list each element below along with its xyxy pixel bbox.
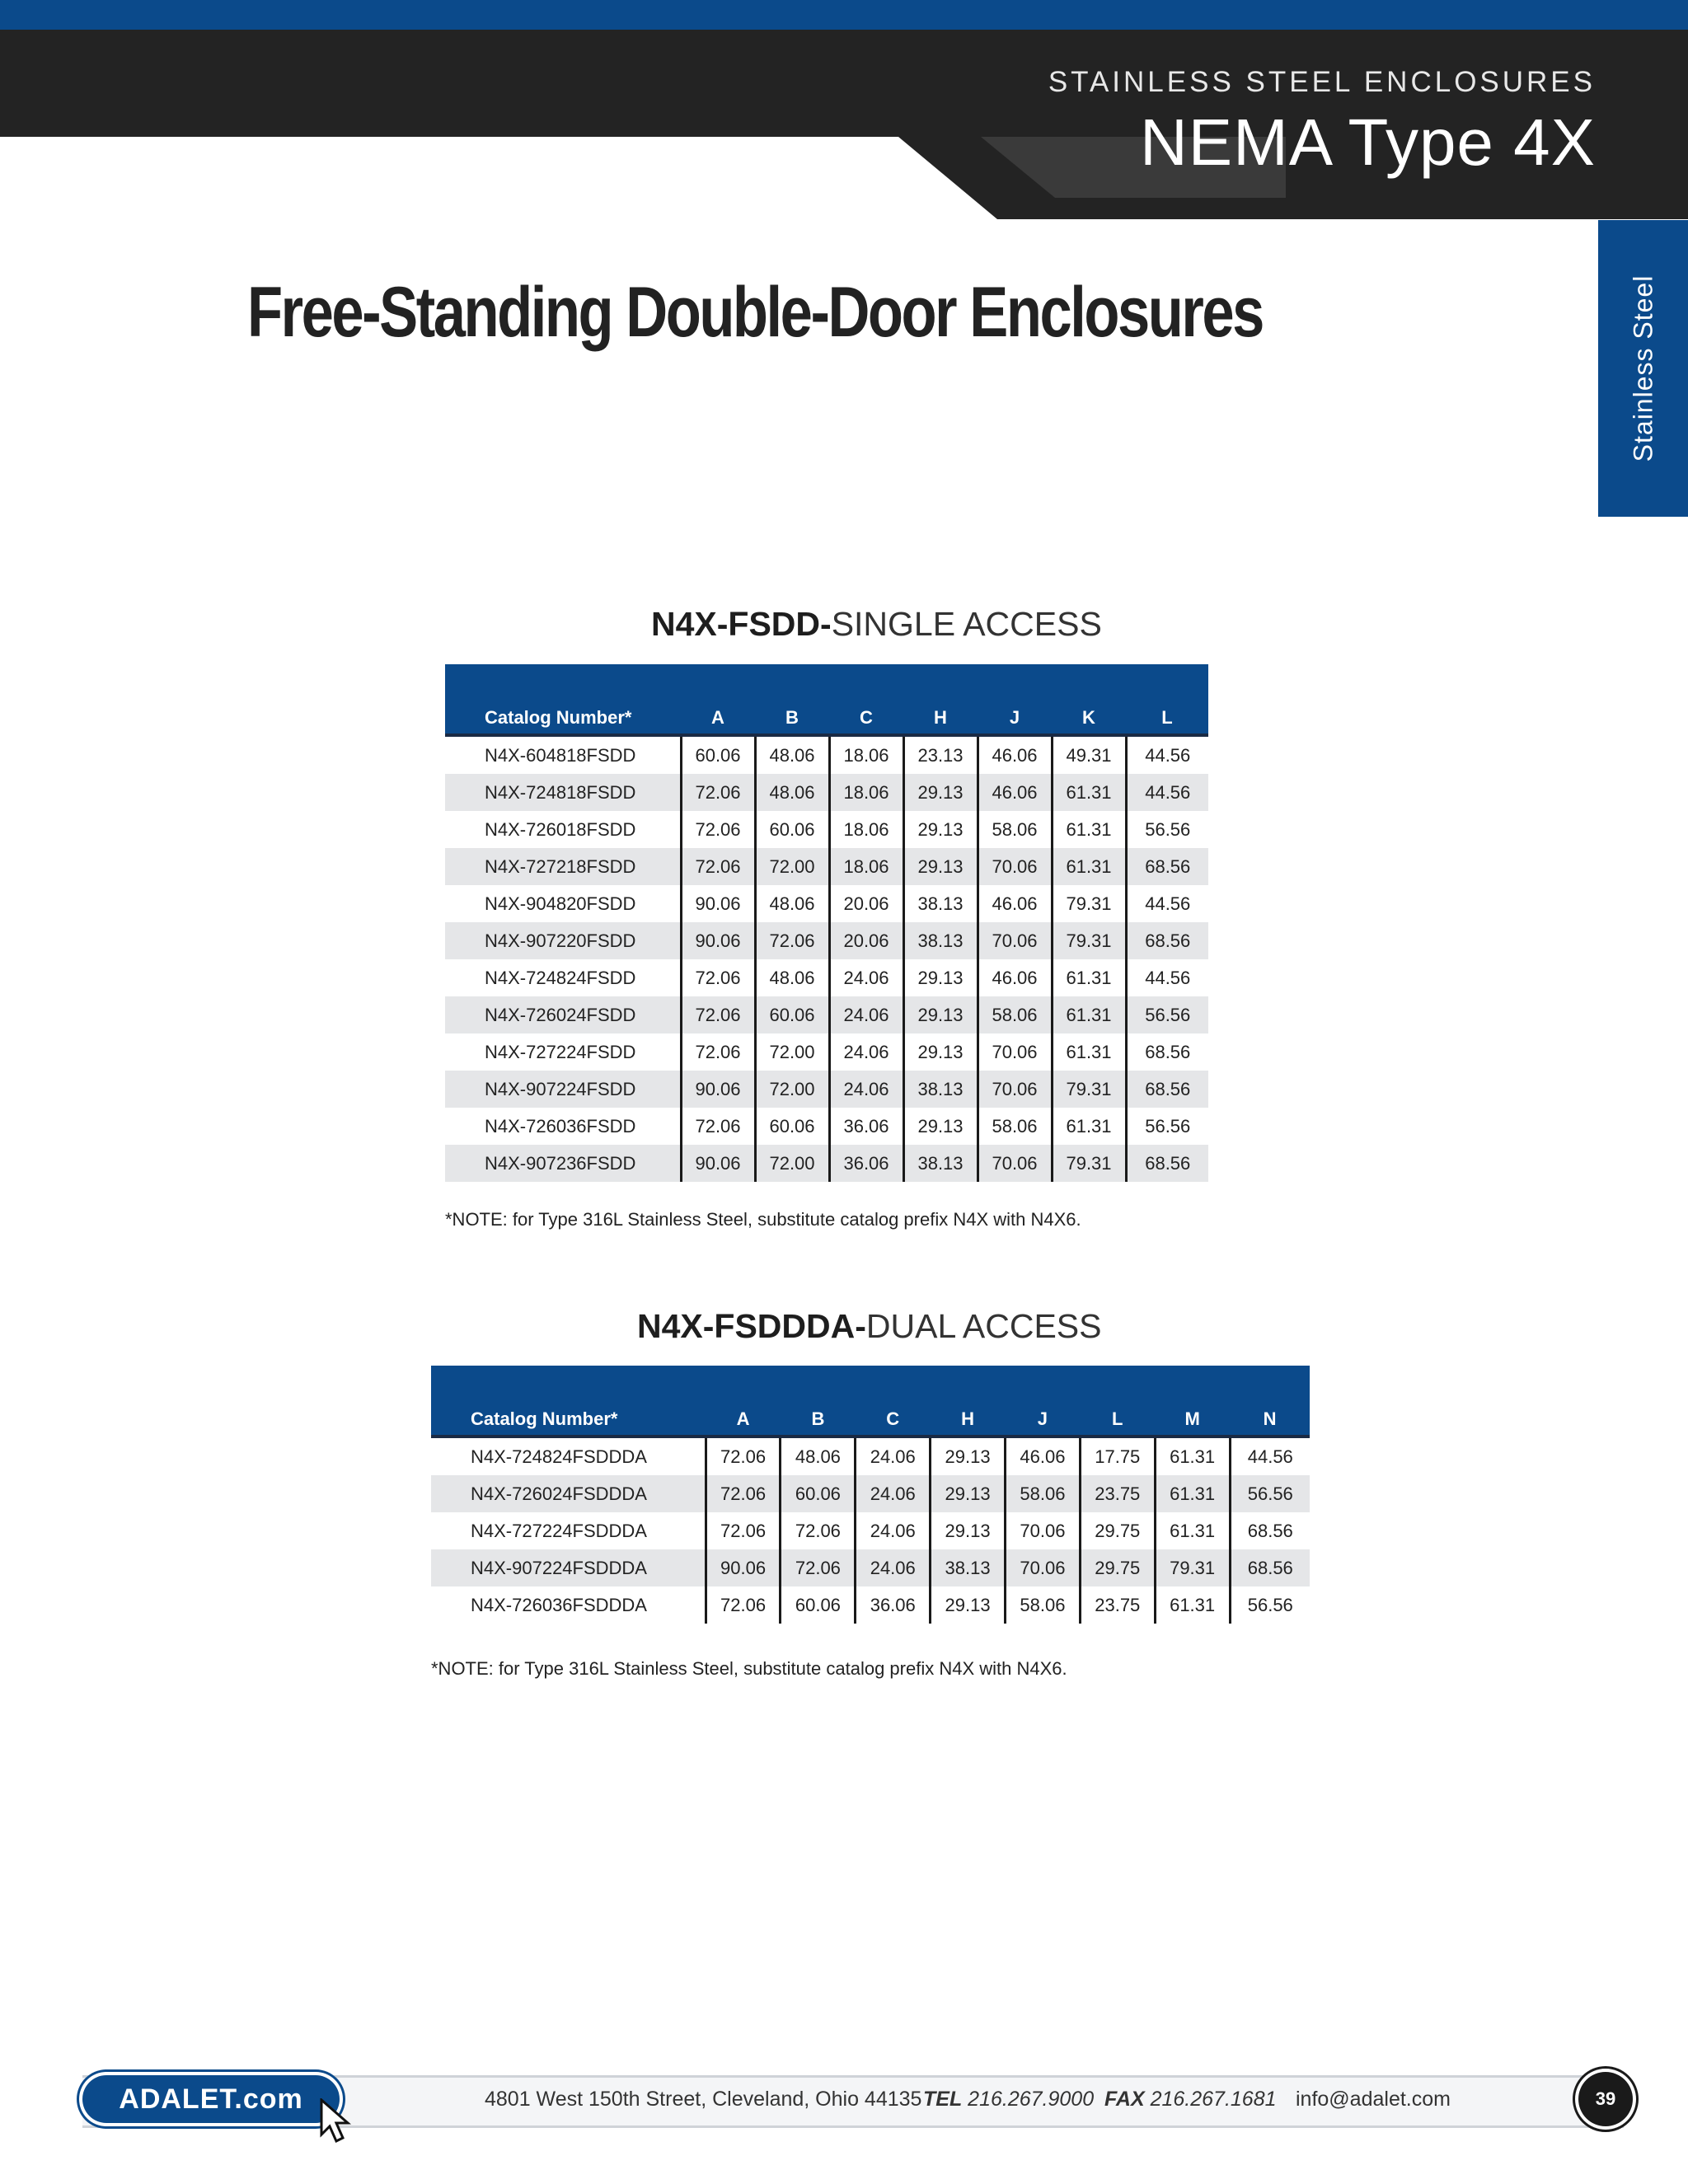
dimension-cell: 48.06 (755, 735, 829, 774)
catalog-number-cell: N4X-724824FSDDDA (471, 1446, 647, 1467)
dimension-cell: 29.13 (931, 1475, 1006, 1512)
dimension-cell: 24.06 (829, 959, 903, 996)
table-row (445, 1071, 1208, 1108)
footer-phone (923, 2088, 1094, 2111)
dimension-cell: 17.75 (1080, 1436, 1155, 1475)
dimension-cell: 72.06 (781, 1549, 856, 1586)
single-access-table (445, 664, 1208, 1182)
dimension-cell: 23.13 (903, 735, 978, 774)
dimension-cell: 24.06 (829, 1071, 903, 1108)
dimension-cell: 72.06 (681, 811, 755, 848)
catalog-number-cell: N4X-726018FSDD (485, 818, 636, 840)
table1-heading-code: N4X-FSDD- (651, 605, 832, 643)
table2-heading-type: DUAL ACCESS (865, 1307, 1102, 1345)
column-header-h: H (903, 664, 978, 735)
dimension-cell: 46.06 (1006, 1436, 1081, 1475)
table-row (445, 1033, 1208, 1071)
column-header-l: L (1126, 664, 1208, 735)
dimension-cell: 38.13 (903, 922, 978, 959)
dimension-cell: 70.06 (978, 922, 1052, 959)
dimension-cell: 48.06 (755, 885, 829, 922)
dimension-cell: 79.31 (1155, 1549, 1230, 1586)
tel-label: TEL (923, 2088, 963, 2111)
dimension-cell: 61.31 (1052, 774, 1126, 811)
dimension-cell: 72.06 (706, 1475, 781, 1512)
table-row (445, 922, 1208, 959)
dimension-cell: 90.06 (681, 1071, 755, 1108)
column-header-m: M (1155, 1366, 1230, 1436)
column-header-j: J (978, 664, 1052, 735)
dimension-cell: 79.31 (1052, 1145, 1126, 1182)
dimension-cell: 61.31 (1052, 1033, 1126, 1071)
dimension-cell: 56.56 (1230, 1475, 1310, 1512)
dimension-cell: 61.31 (1052, 1108, 1126, 1145)
dimension-cell: 29.13 (903, 848, 978, 885)
dimension-cell: 72.06 (681, 996, 755, 1033)
column-header-catalog: Catalog Number* (431, 1366, 706, 1436)
dimension-cell: 38.13 (903, 1071, 978, 1108)
cursor-arrow-icon (318, 2098, 354, 2144)
dimension-cell: 72.06 (681, 774, 755, 811)
dimension-cell: 18.06 (829, 735, 903, 774)
dimension-cell: 72.06 (681, 1033, 755, 1071)
dimension-cell: 70.06 (1006, 1512, 1081, 1549)
dimension-cell: 46.06 (978, 735, 1052, 774)
catalog-number-cell: N4X-907224FSDD (445, 1071, 681, 1108)
dimension-cell: 61.31 (1052, 848, 1126, 885)
dimension-cell: 72.00 (755, 1071, 829, 1108)
dimension-cell: 68.56 (1230, 1549, 1310, 1586)
table2-note: *NOTE: for Type 316L Stainless Steel, substitute catalog prefix N4X with N4X6. (431, 1658, 1067, 1679)
catalog-number-cell: N4X-907236FSDD (445, 1145, 681, 1182)
catalog-number-cell: N4X-724818FSDD (445, 774, 681, 811)
dimension-cell: 18.06 (829, 811, 903, 848)
dimension-cell: 68.56 (1126, 922, 1208, 959)
dimension-cell: 58.06 (1006, 1475, 1081, 1512)
dimension-cell: 90.06 (681, 885, 755, 922)
dimension-cell: 29.75 (1080, 1512, 1155, 1549)
dimension-cell: 68.56 (1126, 848, 1208, 885)
dimension-cell: 60.06 (681, 735, 755, 774)
dimension-cell: 72.00 (755, 1145, 829, 1182)
side-tab[interactable] (1598, 220, 1688, 517)
dimension-cell: 79.31 (1052, 1071, 1126, 1108)
dimension-cell: 29.13 (931, 1512, 1006, 1549)
dimension-cell: 72.06 (781, 1512, 856, 1549)
catalog-number-cell: N4X-726024FSDDDA (431, 1475, 706, 1512)
column-header-b: B (755, 664, 829, 735)
dimension-cell: 29.13 (931, 1586, 1006, 1624)
dimension-cell: 60.06 (755, 811, 829, 848)
dimension-cell: 56.56 (1126, 996, 1208, 1033)
dimension-cell: 68.56 (1230, 1512, 1310, 1549)
dimension-cell: 56.56 (1230, 1586, 1310, 1624)
table-row (445, 774, 1208, 811)
dimension-cell: 24.06 (856, 1512, 931, 1549)
table2-heading-code: N4X-FSDDDA- (637, 1307, 866, 1345)
table-row (431, 1436, 1310, 1475)
dimension-cell: 46.06 (978, 774, 1052, 811)
adalet-logo-link[interactable] (82, 2075, 340, 2123)
footer-fax (1104, 2088, 1277, 2111)
logo-text: ADALET.com (119, 2083, 303, 2115)
table-row (445, 1145, 1208, 1182)
dimension-cell: 58.06 (978, 996, 1052, 1033)
dimension-cell: 29.13 (903, 1033, 978, 1071)
page-number: 39 (1578, 2072, 1633, 2126)
dimension-cell: 72.06 (706, 1512, 781, 1549)
dimension-cell: 68.56 (1126, 1033, 1208, 1071)
dimension-cell: 61.31 (1155, 1512, 1230, 1549)
dimension-cell: 24.06 (829, 996, 903, 1033)
column-header-a: A (681, 664, 755, 735)
dimension-cell: 90.06 (681, 922, 755, 959)
catalog-number-cell: N4X-726036FSDDDA (471, 1594, 647, 1615)
dimension-cell: 58.06 (1006, 1586, 1081, 1624)
catalog-number-cell: N4X-727224FSDD (485, 1041, 636, 1062)
table-row (445, 848, 1208, 885)
dimension-cell: 68.56 (1126, 1071, 1208, 1108)
dual-access-table (431, 1366, 1310, 1624)
dimension-cell: 29.13 (931, 1436, 1006, 1475)
dimension-cell: 60.06 (755, 1108, 829, 1145)
catalog-number-cell: N4X-726036FSDD (485, 1115, 636, 1137)
dimension-cell: 23.75 (1080, 1475, 1155, 1512)
dimension-cell: 61.31 (1052, 996, 1126, 1033)
table-row (445, 885, 1208, 922)
dimension-cell: 46.06 (978, 959, 1052, 996)
dimension-cell: 20.06 (829, 922, 903, 959)
dimension-cell: 18.06 (829, 774, 903, 811)
dimension-cell: 72.06 (706, 1586, 781, 1624)
page-title: Free-Standing Double-Door Enclosures (247, 273, 1263, 352)
dimension-cell: 20.06 (829, 885, 903, 922)
dimension-cell: 44.56 (1126, 735, 1208, 774)
column-header-c: C (856, 1366, 931, 1436)
dimension-cell: 70.06 (978, 1071, 1052, 1108)
fax-number: 216.267.1681 (1150, 2088, 1277, 2111)
dimension-cell: 72.00 (755, 1033, 829, 1071)
dimension-cell: 36.06 (829, 1145, 903, 1182)
column-header-k: K (1052, 664, 1126, 735)
dimension-cell: 70.06 (978, 1033, 1052, 1071)
dimension-cell: 72.06 (755, 922, 829, 959)
dimension-cell: 79.31 (1052, 922, 1126, 959)
catalog-number-cell: N4X-907220FSDD (445, 922, 681, 959)
dimension-cell: 24.06 (829, 1033, 903, 1071)
nema-title: NEMA Type 4X (1139, 105, 1596, 179)
dimension-cell: 60.06 (781, 1586, 856, 1624)
dimension-cell: 29.13 (903, 811, 978, 848)
dimension-cell: 48.06 (755, 959, 829, 996)
dimension-cell: 38.13 (903, 885, 978, 922)
table-row (445, 996, 1208, 1033)
column-header-catalog: Catalog Number* (445, 664, 681, 735)
footer-email[interactable]: info@adalet.com (1296, 2088, 1451, 2111)
dimension-cell: 36.06 (856, 1586, 931, 1624)
dimension-cell: 29.13 (903, 774, 978, 811)
dimension-cell: 29.13 (903, 959, 978, 996)
dimension-cell: 61.31 (1052, 959, 1126, 996)
dimension-cell: 70.06 (978, 1145, 1052, 1182)
dimension-cell: 72.06 (706, 1436, 781, 1475)
column-header-l: L (1080, 1366, 1155, 1436)
table-row (431, 1512, 1310, 1549)
fax-label: FAX (1104, 2088, 1145, 2111)
table-row (431, 1549, 1310, 1586)
table2-heading (637, 1307, 1102, 1346)
dimension-cell: 29.75 (1080, 1549, 1155, 1586)
dimension-cell: 56.56 (1126, 1108, 1208, 1145)
dimension-cell: 44.56 (1230, 1436, 1310, 1475)
dimension-cell: 70.06 (978, 848, 1052, 885)
dimension-cell: 60.06 (781, 1475, 856, 1512)
dimension-cell: 61.31 (1155, 1436, 1230, 1475)
dimension-cell: 72.06 (681, 848, 755, 885)
dimension-cell: 70.06 (1006, 1549, 1081, 1586)
tel-number: 216.267.9000 (968, 2088, 1095, 2111)
table-row (431, 1475, 1310, 1512)
dimension-cell: 44.56 (1126, 885, 1208, 922)
catalog-number-cell: N4X-726024FSDD (445, 996, 681, 1033)
table-row (431, 1586, 1310, 1624)
dimension-cell: 72.06 (681, 959, 755, 996)
table-row (445, 811, 1208, 848)
table-header-row (431, 1366, 1310, 1436)
catalog-number-cell: N4X-727218FSDD (445, 848, 681, 885)
dimension-cell: 58.06 (978, 1108, 1052, 1145)
table1-note: *NOTE: for Type 316L Stainless Steel, substitute catalog prefix N4X with N4X6. (445, 1209, 1081, 1230)
footer-address: 4801 West 150th Street, Cleveland, Ohio 44135 (485, 2088, 922, 2111)
dimension-cell: 49.31 (1052, 735, 1126, 774)
side-tab-label: Stainless Steel (1628, 274, 1658, 462)
column-header-h: H (931, 1366, 1006, 1436)
column-header-c: C (829, 664, 903, 735)
column-header-b: B (781, 1366, 856, 1436)
column-header-n: N (1230, 1366, 1310, 1436)
catalog-number-cell: N4X-904820FSDD (485, 893, 636, 914)
dimension-cell: 61.31 (1155, 1586, 1230, 1624)
dimension-cell: 61.31 (1155, 1475, 1230, 1512)
dimension-cell: 90.06 (706, 1549, 781, 1586)
dimension-cell: 58.06 (978, 811, 1052, 848)
dimension-cell: 24.06 (856, 1436, 931, 1475)
dimension-cell: 29.13 (903, 996, 978, 1033)
table-row (445, 735, 1208, 774)
dimension-cell: 68.56 (1126, 1145, 1208, 1182)
dimension-cell: 24.06 (856, 1549, 931, 1586)
dimension-cell: 46.06 (978, 885, 1052, 922)
dimension-cell: 38.13 (903, 1145, 978, 1182)
dimension-cell: 44.56 (1126, 959, 1208, 996)
dimension-cell: 38.13 (931, 1549, 1006, 1586)
dimension-cell: 23.75 (1080, 1586, 1155, 1624)
dimension-cell: 36.06 (829, 1108, 903, 1145)
dimension-cell: 18.06 (829, 848, 903, 885)
dimension-cell: 29.13 (903, 1108, 978, 1145)
dimension-cell: 44.56 (1126, 774, 1208, 811)
catalog-number-cell: N4X-727224FSDDDA (471, 1520, 647, 1541)
catalog-number-cell: N4X-907224FSDDDA (431, 1549, 706, 1586)
dimension-cell: 90.06 (681, 1145, 755, 1182)
table1-heading (651, 605, 1102, 644)
table-row (445, 1108, 1208, 1145)
dimension-cell: 79.31 (1052, 885, 1126, 922)
table-row (445, 959, 1208, 996)
dimension-cell: 72.00 (755, 848, 829, 885)
section-title: STAINLESS STEEL ENCLOSURES (1048, 66, 1596, 98)
table1-heading-type: SINGLE ACCESS (831, 605, 1102, 643)
dimension-cell: 24.06 (856, 1475, 931, 1512)
dimension-cell: 72.06 (681, 1108, 755, 1145)
dimension-cell: 48.06 (781, 1436, 856, 1475)
dimension-cell: 48.06 (755, 774, 829, 811)
catalog-number-cell: N4X-724824FSDD (485, 967, 636, 988)
dimension-cell: 61.31 (1052, 811, 1126, 848)
dimension-cell: 60.06 (755, 996, 829, 1033)
table-header-row (445, 664, 1208, 735)
column-header-a: A (706, 1366, 781, 1436)
dimension-cell: 56.56 (1126, 811, 1208, 848)
catalog-number-cell: N4X-604818FSDD (485, 744, 636, 766)
column-header-j: J (1006, 1366, 1081, 1436)
